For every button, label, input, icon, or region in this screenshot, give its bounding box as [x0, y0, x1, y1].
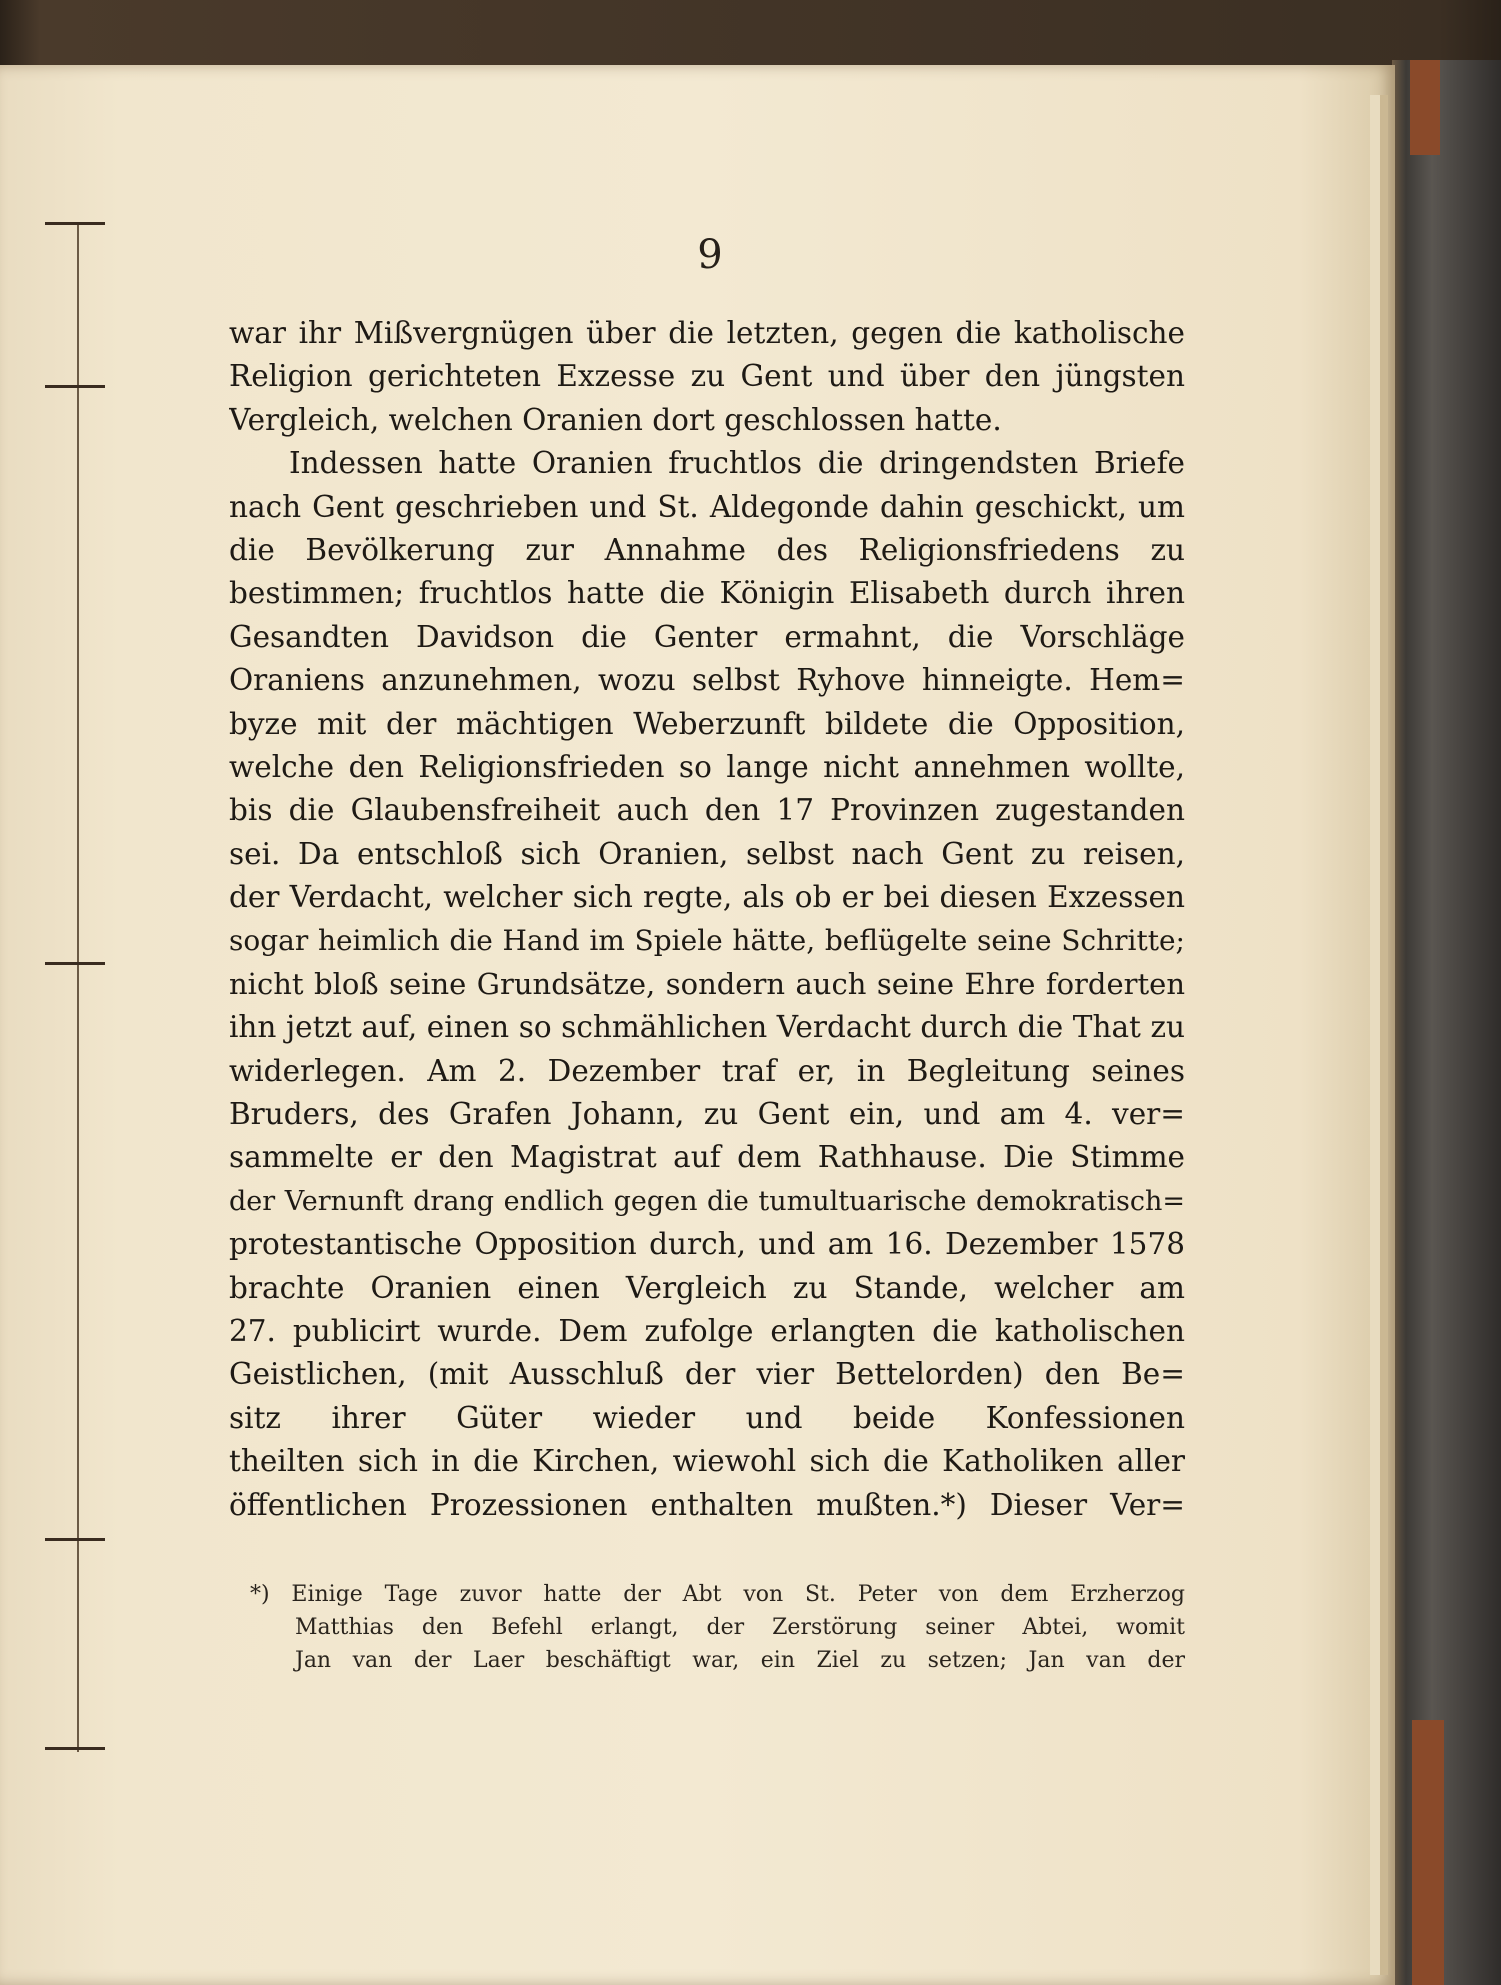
binding-cloth-bottom	[1412, 1720, 1444, 1985]
text-line: widerlegen. Am 2. Dezember traf er, in Begleitung seines	[229, 1053, 1185, 1088]
text-line: sogar heimlich die Hand im Spiele hätte, beflügelte seine Schritte;	[229, 924, 1185, 958]
text-line: bis die Glaubensfreiheit auch den 17 Provinzen zugestanden	[229, 793, 1185, 828]
text-line: welche den Religionsfrieden so lange nicht annehmen wollte,	[229, 749, 1185, 784]
page-edge-strip-2	[1380, 95, 1388, 1975]
text-line: die Bevölkerung zur Annahme des Religionsfriedens zu	[229, 532, 1185, 567]
text-line: bestimmen; fruchtlos hatte die Königin Elisabeth durch ihren	[229, 576, 1185, 611]
text-line: Religion gerichteten Exzesse zu Gent und über den jüngsten	[229, 359, 1185, 394]
body-text	[229, 312, 1185, 1527]
text-line: war ihr Mißvergnügen über die letzten, gegen die katholische	[229, 316, 1185, 350]
text-line: ihn jetzt auf, einen so schmählichen Verdacht durch die That zu	[229, 1010, 1185, 1045]
text-line: öffentlichen Prozessionen enthalten mußten.*) Dieser Ver=	[229, 1487, 1185, 1522]
footnote-separator	[229, 1541, 1185, 1542]
footnote-line: Matthias den Befehl erlangt, der Zerstörung seiner Abtei, womit	[295, 1615, 1185, 1640]
footnote-line: Jan van der Laer beschäftigt war, ein Ziel zu setzen; Jan van der	[295, 1648, 1185, 1673]
stitch-thread	[77, 222, 79, 1752]
text-line: Gesandten Davidson die Genter ermahnt, die Vorschläge	[229, 619, 1185, 654]
text-line: theilten sich in die Kirchen, wiewohl sich die Katholiken aller	[229, 1444, 1185, 1479]
text-line: der Verdacht, welcher sich regte, als ob er bei diesen Exzessen	[229, 880, 1185, 915]
page-edge-strip	[1370, 95, 1380, 1975]
text-line: sammelte er den Magistrat auf dem Rathhause. Die Stimme	[229, 1140, 1185, 1175]
stitch-mark	[45, 1747, 105, 1750]
text-line: der Vernunft drang endlich gegen die tumultuarische demokratisch=	[229, 1185, 1185, 1217]
footnote	[250, 1578, 1185, 1677]
page-number: 9	[697, 232, 723, 278]
text-line: Indessen hatte Oranien fruchtlos die dringendsten Briefe	[289, 446, 1185, 481]
book-binding	[1392, 60, 1501, 1985]
stitch-mark	[45, 222, 105, 225]
text-line: Oraniens anzunehmen, wozu selbst Ryhove hinneigte. Hem=	[229, 663, 1185, 698]
stitch-mark	[45, 385, 105, 388]
text-line: protestantische Opposition durch, und am 16. Dezember 1578	[229, 1227, 1185, 1262]
binding-cloth-top	[1410, 60, 1440, 155]
text-line: 27. publicirt wurde. Dem zufolge erlangten die katholischen	[229, 1313, 1185, 1348]
text-line: nicht bloß seine Grundsätze, sondern auch seine Ehre forderten	[229, 966, 1185, 1001]
text-line: Bruders, des Grafen Johann, zu Gent ein, und am 4. ver=	[229, 1097, 1185, 1132]
text-line: Geistlichen, (mit Ausschluß der vier Bettelorden) den Be=	[229, 1357, 1185, 1392]
text-line: byze mit der mächtigen Weberzunft bildete die Opposition,	[229, 706, 1185, 741]
text-line: sei. Da entschloß sich Oranien, selbst nach Gent zu reisen,	[229, 836, 1185, 871]
text-line: nach Gent geschrieben und St. Aldegonde dahin geschickt, um	[229, 489, 1185, 524]
stitch-mark	[45, 1538, 105, 1541]
text-line: sitz ihrer Güter wieder und beide Konfessionen	[229, 1400, 1185, 1435]
footnote-line: *) Einige Tage zuvor hatte der Abt von St. Peter von dem Erzherzog	[250, 1582, 1185, 1607]
stitch-mark	[45, 962, 105, 965]
text-line: Vergleich, welchen Oranien dort geschlossen hatte.	[229, 402, 1002, 437]
text-line: brachte Oranien einen Vergleich zu Stande, welcher am	[229, 1270, 1185, 1305]
